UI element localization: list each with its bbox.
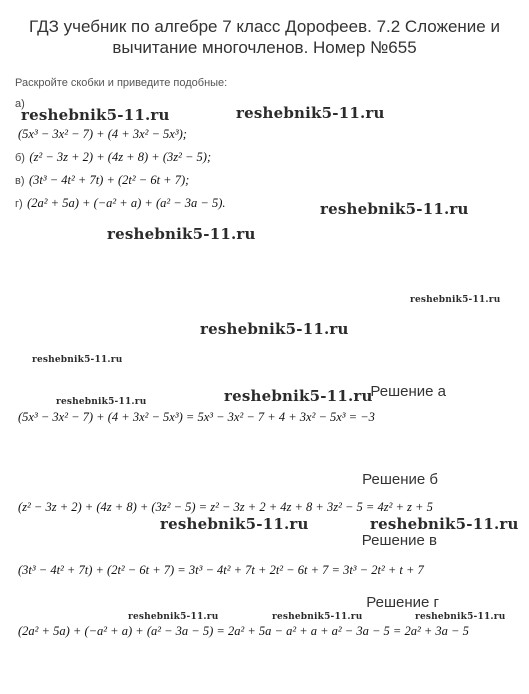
task-item-b-expr: (z² − 3z + 2) + (4z + 8) + (3z² − 5);	[29, 150, 212, 164]
watermark: reshebnik5-11.ru	[320, 200, 469, 218]
task-item-d-expr: (2a² + 5a) + (−a² + a) + (a² − 3a − 5).	[27, 196, 226, 210]
watermark: reshebnik5-11.ru	[272, 612, 363, 622]
watermark: reshebnik5-11.ru	[21, 106, 170, 124]
task-item-a-expr: (5x³ − 3x² − 7) + (4 + 3x² − 5x³);	[18, 127, 187, 141]
watermark: reshebnik5-11.ru	[200, 320, 349, 338]
solution-b-expr: (z² − 3z + 2) + (4z + 8) + (3z² − 5) = z² − 3z + 2 + 4z + 8 + 3z² − 5 = 4z² + z + 5	[18, 500, 433, 514]
watermark: reshebnik5-11.ru	[236, 104, 385, 122]
task-item-c-label: в)	[15, 175, 25, 187]
solution-c-expr: (3t³ − 4t² + 7t) + (2t² − 6t + 7) = 3t³ − 4t² + 7t + 2t² − 6t + 7 = 3t³ − 2t² + t + 7	[18, 563, 424, 577]
solution-a-heading: Решение а	[370, 383, 446, 400]
solution-c-heading: Решение в	[361, 532, 437, 549]
watermark: reshebnik5-11.ru	[107, 225, 256, 243]
watermark: reshebnik5-11.ru	[224, 387, 373, 405]
solution-d-heading: Решение г	[366, 594, 439, 611]
solution-b-heading: Решение б	[362, 471, 438, 488]
watermark: reshebnik5-11.ru	[410, 295, 501, 305]
page-title-line-1: ГДЗ учебник по алгебре 7 класс Дорофеев. 7.2 Сложение и	[29, 17, 500, 36]
page-title-line-2: вычитание многочленов. Номер №655	[112, 38, 417, 57]
watermark: reshebnik5-11.ru	[32, 355, 123, 365]
watermark: reshebnik5-11.ru	[128, 612, 219, 622]
task-item-b-label: б)	[15, 152, 25, 164]
task-item-c-expr: (3t³ − 4t² + 7t) + (2t² − 6t + 7);	[28, 173, 190, 187]
watermark: reshebnik5-11.ru	[56, 397, 147, 407]
watermark: reshebnik5-11.ru	[160, 515, 309, 533]
task-item-d	[15, 194, 226, 212]
task-instruction: Раскройте скобки и приведите подобные:	[15, 77, 228, 89]
task-item-d-label: г)	[15, 198, 23, 210]
page-title	[10, 16, 519, 58]
watermark: reshebnik5-11.ru	[415, 612, 506, 622]
solution-d-expr: (2a² + 5a) + (−a² + a) + (a² − 3a − 5) = 2a² + 5a − a² + a + a² − 3a − 5 = 2a² + 3a − 5	[18, 624, 469, 638]
watermark: reshebnik5-11.ru	[370, 515, 519, 533]
task-item-a-label: а)	[15, 98, 25, 110]
task-item-c	[15, 171, 189, 189]
solution-a-expr: (5x³ − 3x² − 7) + (4 + 3x² − 5x³) = 5x³ − 3x² − 7 + 4 + 3x² − 5x³ = −3	[18, 410, 375, 424]
task-item-b	[15, 148, 211, 166]
